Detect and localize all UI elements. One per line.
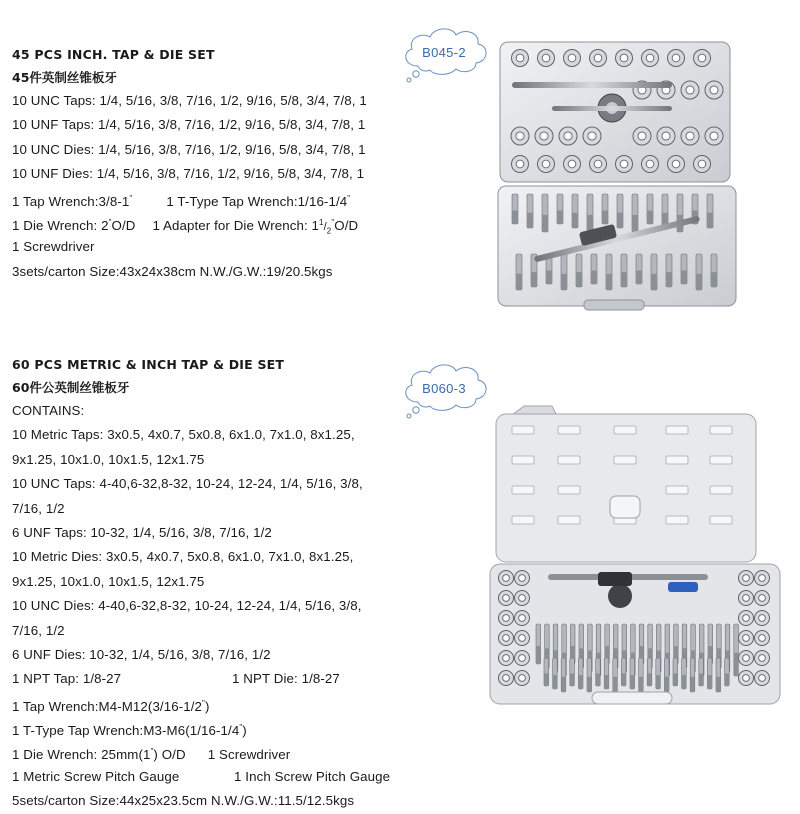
tap-thread-icon — [621, 272, 627, 287]
tap-thread-icon — [570, 673, 575, 686]
tap-thread-icon — [699, 673, 704, 686]
die-hole-icon — [646, 160, 654, 168]
tap-thread-icon — [544, 673, 549, 686]
tap-thread-icon — [546, 271, 552, 285]
tap-thread-icon — [711, 272, 717, 287]
spec-line-unc-taps: 10 UNC Taps: 1/4, 5/16, 3/8, 7/16, 1/2, 9/16, 5/8, 3/4, 7/8, 1 — [12, 93, 367, 108]
tap-thread-icon — [531, 272, 537, 287]
die-hole-icon — [620, 54, 628, 62]
die-hole-icon — [564, 132, 572, 140]
lid-slot-icon — [614, 456, 636, 464]
model-code: B060-3 — [422, 380, 466, 396]
tap-thread-icon — [647, 211, 653, 225]
die-hole-icon — [743, 655, 750, 662]
die-hole-icon — [519, 615, 526, 622]
spec-line-screwdriver: 1 Screwdriver — [12, 239, 95, 255]
lid-slot-icon — [666, 486, 688, 494]
tap-thread-icon — [682, 675, 687, 689]
die-hole-icon — [519, 575, 526, 582]
tap-thread-icon — [630, 675, 635, 689]
spec-line-unc-taps-cont: 7/16, 1/2 — [12, 500, 65, 516]
die-hole-icon — [743, 635, 750, 642]
spec-line-metric-taps: 10 Metric Taps: 3x0.5, 4x0.7, 5x0.8, 6x1.0, 7x1.0, 8x1.25, — [12, 427, 355, 443]
tap-thread-icon — [734, 653, 739, 676]
die-hole-icon — [743, 675, 750, 682]
lid-slot-icon — [666, 516, 688, 524]
die-hole-icon — [672, 160, 680, 168]
spec-line-tap-wrench: 1 Tap Wrench:M4-M12(3/16-1/2") — [12, 698, 210, 714]
tap-thread-icon — [681, 271, 687, 285]
die-hole-icon — [698, 54, 706, 62]
die-hole-icon — [686, 132, 694, 140]
tap-thread-icon — [604, 675, 609, 689]
die-wrench-spec: 1 Die Wrench: 25mm(1") O/D — [12, 747, 186, 763]
tap-thread-icon — [651, 274, 657, 290]
die-hole-icon — [743, 575, 750, 582]
tap-thread-icon — [553, 675, 558, 689]
tap-thread-icon — [602, 211, 608, 225]
die-hole-icon — [503, 635, 510, 642]
spec-line-unc-taps: 10 UNC Taps: 4-40,6-32,8-32, 10-24, 12-24, 1/4, 5/16, 3/8, — [12, 476, 363, 492]
tap-thread-icon — [621, 673, 626, 686]
die-hole-icon — [759, 595, 766, 602]
set-title: 60 PCS METRIC & INCH TAP & DIE SET — [12, 357, 285, 372]
model-code-bubble-b060 — [396, 358, 492, 422]
tap-thread-icon — [632, 215, 638, 232]
spec-line-die-wrench — [12, 211, 367, 235]
tap-thread-icon — [673, 673, 678, 686]
die-hole-icon — [662, 132, 670, 140]
set-subtitle-chinese: 60件公英制丝锥板牙 — [12, 380, 130, 395]
adapter-spec: 1 Adapter for Die Wrench: $1^1/_2^"O/D$ — [152, 217, 359, 236]
die-hole-icon — [620, 160, 628, 168]
die-hole-icon — [503, 575, 510, 582]
lid-slot-icon — [710, 456, 732, 464]
lid-slot-icon — [666, 426, 688, 434]
tap-thread-icon — [666, 272, 672, 287]
tap-thread-icon — [591, 271, 597, 285]
die-hole-icon — [542, 160, 550, 168]
spec-line-packing: 5sets/carton Size:44x25x23.5cm N.W./G.W.:11.5/12.5kgs — [12, 793, 355, 809]
spec-line-unc-dies: 10 UNC Dies: 4-40,6-32,8-32, 10-24, 12-24, 1/4, 5/16, 3/8, — [12, 598, 362, 614]
tap-thread-icon — [557, 211, 563, 225]
die-hole-icon — [542, 54, 550, 62]
lid-slot-icon — [710, 486, 732, 494]
set-60pcs-spec — [12, 354, 390, 814]
spec-line-die-wrench — [12, 740, 390, 764]
spec-line-packing: 3sets/carton Size:43x24x38cm N.W./G.W.:19/20.5kgs — [12, 263, 333, 279]
tap-thread-icon — [578, 675, 583, 689]
die-hole-icon — [759, 575, 766, 582]
die-hole-icon — [638, 132, 646, 140]
npt-die-spec: 1 NPT Die: 1/8-27 — [232, 671, 340, 687]
screwdriver-spec: 1 Screwdriver — [207, 747, 291, 763]
die-hole-icon — [503, 615, 510, 622]
die-hole-icon — [686, 86, 694, 94]
die-hole-icon — [519, 635, 526, 642]
lid-slot-icon — [512, 486, 534, 494]
model-code-bubble-b045 — [396, 22, 492, 86]
tap-thread-icon — [606, 274, 612, 290]
lid-slot-icon — [558, 516, 580, 524]
tap-thread-icon — [613, 677, 618, 692]
tap-thread-icon — [512, 211, 518, 225]
die-hole-icon — [503, 655, 510, 662]
spec-line-unf-dies: 10 UNF Dies: 1/4, 5/16, 3/8, 7/16, 1/2, 9/16, 5/8, 3/4, 7/8, 1 — [12, 166, 365, 182]
die-hole-icon — [503, 675, 510, 682]
spec-line-unc-dies-cont: 7/16, 1/2 — [12, 622, 65, 638]
die-hole-icon — [672, 54, 680, 62]
tap-wrench-spec: 1 Tap Wrench:3/8-1" — [12, 193, 133, 209]
die-hole-icon — [710, 86, 718, 94]
die-hole-icon — [759, 655, 766, 662]
product-photo-b045 — [492, 38, 750, 314]
tap-die-case-icon — [492, 38, 750, 314]
spec-line-gauges — [12, 765, 390, 789]
tap-thread-icon — [587, 677, 592, 692]
tap-thread-icon — [647, 673, 652, 686]
die-hole-icon — [519, 595, 526, 602]
tap-thread-icon — [707, 213, 713, 228]
spec-line-metric-taps-cont: 9x1.25, 10x1.0, 10x1.5, 12x1.75 — [12, 451, 205, 467]
die-hole-icon — [743, 595, 750, 602]
metric-gauge-spec: 1 Metric Screw Pitch Gauge — [12, 768, 180, 784]
model-code: B045-2 — [422, 44, 466, 60]
tap-thread-icon — [725, 673, 730, 686]
lid-slot-icon — [512, 456, 534, 464]
tap-thread-icon — [561, 274, 567, 290]
lid-slot-icon — [666, 456, 688, 464]
die-hole-icon — [759, 615, 766, 622]
die-hole-icon — [516, 54, 524, 62]
tap-thread-icon — [572, 213, 578, 228]
die-hole-icon — [759, 635, 766, 642]
die-hole-icon — [710, 132, 718, 140]
spec-line-ttype-wrench: 1 T-Type Tap Wrench:M3-M6(1/16-1/4") — [12, 723, 247, 739]
spec-line-metric-dies: 10 Metric Dies: 3x0.5, 4x0.7, 5x0.8, 6x1.0, 7x1.0, 8x1.25, — [12, 549, 354, 565]
die-hole-icon — [698, 160, 706, 168]
spec-line-unf-taps: 6 UNF Taps: 10-32, 1/4, 5/16, 3/8, 7/16, 1/2 — [12, 524, 272, 540]
die-hole-icon — [646, 54, 654, 62]
product-photo-b060 — [488, 396, 784, 712]
die-hole-icon — [516, 132, 524, 140]
die-hole-icon — [759, 675, 766, 682]
tap-thread-icon — [527, 213, 533, 228]
tap-thread-icon — [716, 677, 721, 692]
tap-die-case-icon — [488, 396, 784, 712]
die-hole-icon — [568, 54, 576, 62]
die-hole-icon — [540, 132, 548, 140]
tap-thread-icon — [536, 646, 541, 664]
tap-thread-icon — [516, 274, 522, 290]
tap-thread-icon — [596, 673, 601, 686]
tap-thread-icon — [656, 675, 661, 689]
ttype-wrench-spec: 1 T-Type Tap Wrench:1/16-1/4" — [166, 193, 351, 209]
tap-thread-icon — [696, 274, 702, 290]
tap-thread-icon — [561, 677, 566, 692]
die-hole-icon — [743, 615, 750, 622]
npt-tap-spec: 1 NPT Tap: 1/8-27 — [12, 671, 122, 687]
tap-thread-icon — [576, 272, 582, 287]
lid-slot-icon — [558, 426, 580, 434]
lid-slot-icon — [512, 426, 534, 434]
tap-thread-icon — [636, 271, 642, 285]
tap-thread-icon — [639, 677, 644, 692]
spec-line-unf-taps: 10 UNF Taps: 1/4, 5/16, 3/8, 7/16, 1/2, 9/16, 5/8, 3/4, 7/8, 1 — [12, 117, 366, 133]
tap-thread-icon — [690, 677, 695, 692]
lid-slot-icon — [512, 516, 534, 524]
die-hole-icon — [594, 160, 602, 168]
lid-slot-icon — [710, 516, 732, 524]
lid-slot-icon — [710, 426, 732, 434]
tap-thread-icon — [664, 677, 669, 692]
inch-gauge-spec: 1 Inch Screw Pitch Gauge — [234, 768, 391, 784]
tap-thread-icon — [707, 675, 712, 689]
tap-thread-icon — [617, 213, 623, 228]
spec-line-metric-dies-cont: 9x1.25, 10x1.0, 10x1.5, 12x1.75 — [12, 573, 205, 589]
die-hole-icon — [519, 655, 526, 662]
tap-thread-icon — [542, 215, 548, 232]
lid-slot-icon — [558, 456, 580, 464]
die-hole-icon — [568, 160, 576, 168]
die-hole-icon — [516, 160, 524, 168]
die-hole-icon — [503, 595, 510, 602]
spec-line-npt — [12, 667, 390, 691]
spec-line-unc-dies: 10 UNC Dies: 1/4, 5/16, 3/8, 7/16, 1/2, 9/16, 5/8, 3/4, 7/8, 1 — [12, 141, 366, 157]
contains-heading: CONTAINS: — [12, 403, 85, 418]
spec-line-wrenches — [12, 187, 367, 211]
die-hole-icon — [519, 675, 526, 682]
spec-line-unf-dies: 6 UNF Dies: 10-32, 1/4, 5/16, 3/8, 7/16, 1/2 — [12, 646, 271, 662]
die-hole-icon — [588, 132, 596, 140]
set-45pcs-spec — [12, 44, 367, 284]
die-hole-icon — [594, 54, 602, 62]
set-title: 45 PCS INCH. TAP & DIE SET — [12, 47, 215, 62]
set-subtitle-chinese: 45件英制丝锥板牙 — [12, 70, 117, 85]
lid-slot-icon — [558, 486, 580, 494]
lid-slot-icon — [614, 426, 636, 434]
die-wrench-spec: 1 Die Wrench: 2"O/D — [12, 217, 136, 233]
